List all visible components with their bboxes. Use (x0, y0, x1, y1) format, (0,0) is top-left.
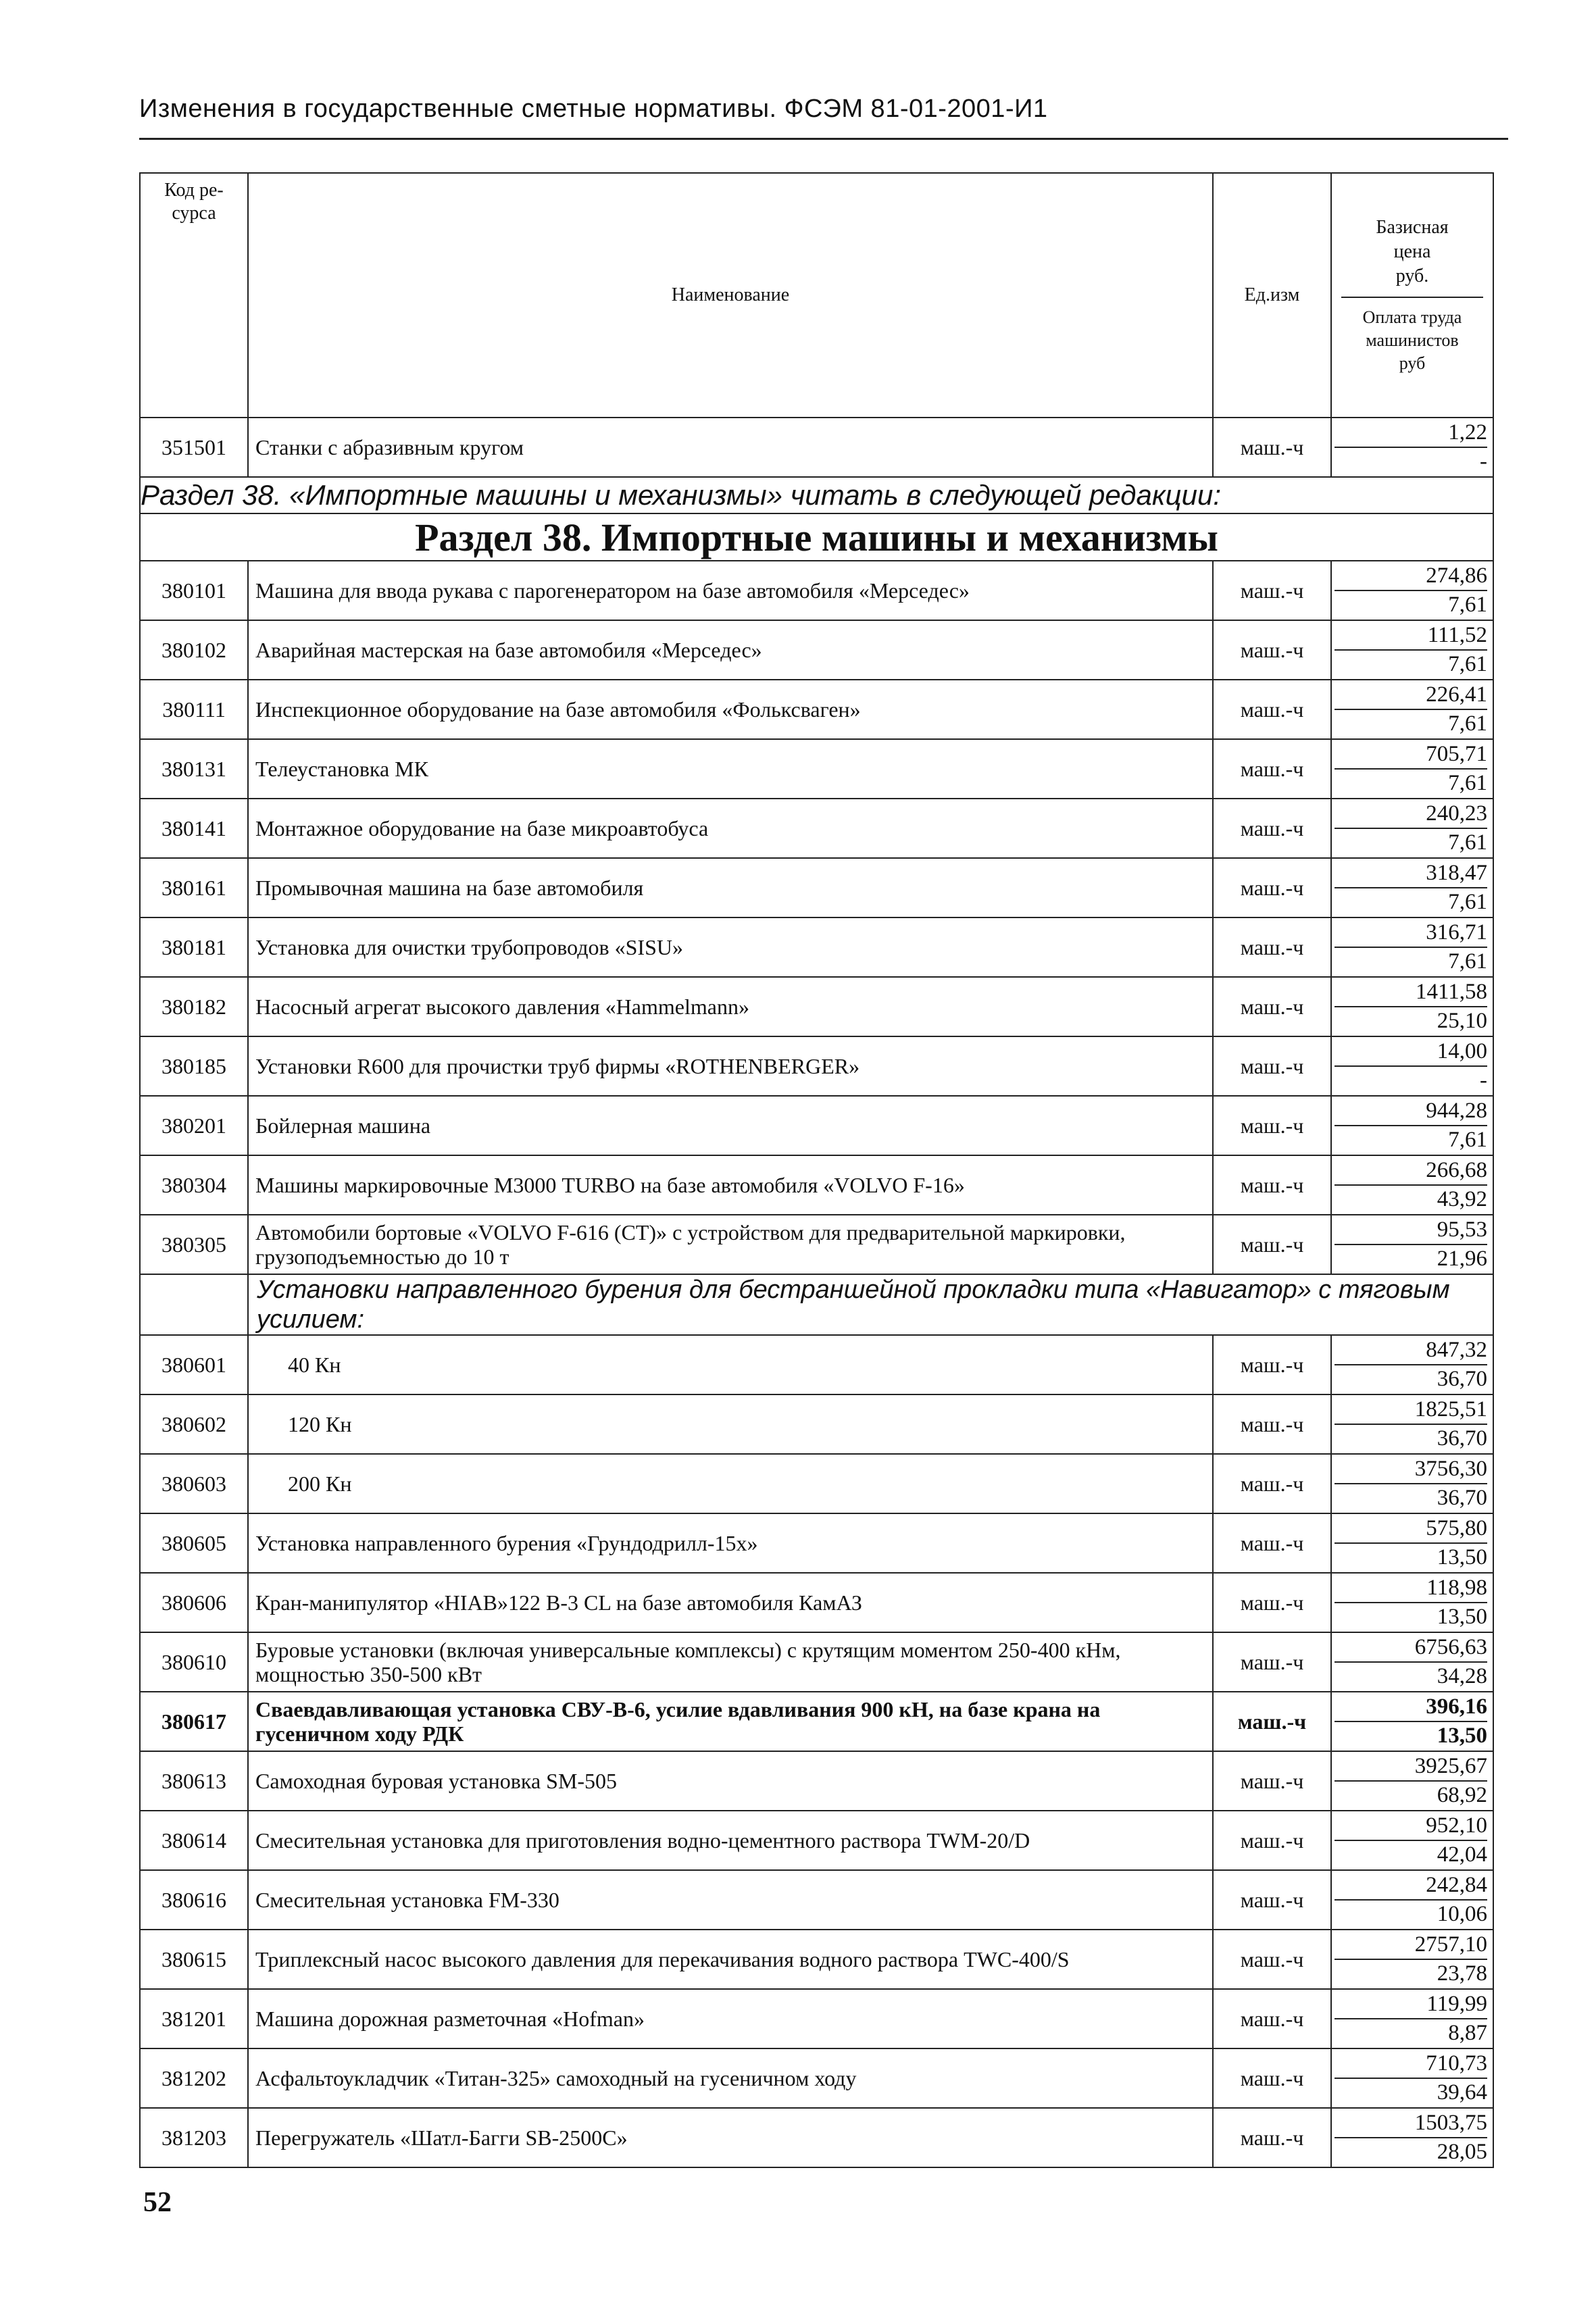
resource-unit: маш.-ч (1213, 917, 1331, 977)
resource-price-cell (1331, 1811, 1493, 1870)
resource-unit: маш.-ч (1213, 1811, 1331, 1870)
resource-name: Буровые установки (включая универсальные комплексы) с крутящим моментом 250-400 кНм, мощностью 350-500 кВт (248, 1632, 1213, 1692)
wage-price: 7,61 (1448, 652, 1487, 676)
resource-code: 380305 (140, 1215, 248, 1274)
resource-name: 40 Кн (248, 1335, 1213, 1394)
base-price: 575,80 (1335, 1515, 1487, 1544)
resource-unit: маш.-ч (1213, 1751, 1331, 1811)
table-row (140, 799, 1493, 858)
resource-name: Смесительная установка FM-330 (248, 1870, 1213, 1930)
resource-unit: маш.-ч (1213, 1394, 1331, 1454)
resource-price-cell (1331, 620, 1493, 680)
header-rule (139, 138, 1508, 140)
table-row (140, 1036, 1493, 1096)
table-row (140, 1632, 1493, 1692)
table-row (140, 1155, 1493, 1215)
resource-code: 380181 (140, 917, 248, 977)
resource-price-cell (1331, 2108, 1493, 2167)
resource-unit: маш.-ч (1213, 1036, 1331, 1096)
wage-price: 13,50 (1437, 1605, 1487, 1629)
base-price: 1503,75 (1335, 2109, 1487, 2138)
resource-name: Аварийная мастерская на базе автомобиля «Мерседес» (248, 620, 1213, 680)
table-row (140, 1096, 1493, 1155)
wage-price: 36,70 (1437, 1486, 1487, 1510)
table-row (140, 1692, 1493, 1751)
section-title: Раздел 38. Импортные машины и механизмы (140, 513, 1493, 561)
resource-code: 351501 (140, 418, 248, 477)
resource-unit: маш.-ч (1213, 680, 1331, 739)
resource-unit: маш.-ч (1213, 739, 1331, 799)
wage-price: 39,64 (1437, 2080, 1487, 2105)
resource-code: 380616 (140, 1870, 248, 1930)
resource-name: Самоходная буровая установка SM-505 (248, 1751, 1213, 1811)
resource-name: 120 Кн (248, 1394, 1213, 1454)
wage-price: 28,05 (1437, 2140, 1487, 2164)
resource-name: 200 Кн (248, 1454, 1213, 1513)
column-header-price-base: Базисная цена руб. (1341, 216, 1483, 298)
subheading-text: Установки направленного бурения для бестраншейной прокладки типа «Навигатор» с тяговым усилием: (248, 1274, 1493, 1335)
resource-name: Бойлерная машина (248, 1096, 1213, 1155)
wage-price: 7,61 (1448, 890, 1487, 914)
column-header-unit: Ед.изм (1213, 173, 1331, 418)
resource-name: Промывочная машина на базе автомобиля (248, 858, 1213, 917)
resource-price-cell (1331, 917, 1493, 977)
table-row (140, 418, 1493, 477)
resource-code: 380601 (140, 1335, 248, 1394)
wage-price: 7,61 (1448, 711, 1487, 736)
resource-table (139, 172, 1494, 2168)
base-price: 240,23 (1335, 800, 1487, 829)
resource-unit: маш.-ч (1213, 1454, 1331, 1513)
resource-price-cell (1331, 1394, 1493, 1454)
resource-code: 380603 (140, 1454, 248, 1513)
resource-unit: маш.-ч (1213, 2108, 1331, 2167)
section-note: Раздел 38. «Импортные машины и механизмы» читать в следующей редакции: (140, 477, 1493, 513)
resource-code: 380614 (140, 1811, 248, 1870)
base-price: 705,71 (1335, 740, 1487, 770)
resource-price-cell (1331, 1155, 1493, 1215)
resource-price-cell (1331, 561, 1493, 620)
resource-price-cell (1331, 2048, 1493, 2108)
table-row (140, 1394, 1493, 1454)
wage-price: 7,61 (1448, 771, 1487, 795)
table-row (140, 1215, 1493, 1274)
table-row (140, 680, 1493, 739)
base-price: 316,71 (1335, 919, 1487, 948)
wage-price: 43,92 (1437, 1187, 1487, 1211)
resource-code: 380182 (140, 977, 248, 1036)
resource-code: 380161 (140, 858, 248, 917)
resource-unit: маш.-ч (1213, 2048, 1331, 2108)
resource-name: Сваевдавливающая установка СВУ-В-6, усилие вдавливания 900 кН, на базе крана на гусеничном ходу РДК (248, 1692, 1213, 1751)
resource-name: Автомобили бортовые «VOLVO F-616 (CT)» с устройством для предварительной маркировки, грузоподъемностью до 10 т (248, 1215, 1213, 1274)
wage-price: 36,70 (1437, 1426, 1487, 1451)
resource-price-cell (1331, 1454, 1493, 1513)
wage-price: 25,10 (1437, 1009, 1487, 1033)
wage-price: 7,61 (1448, 1128, 1487, 1152)
resource-name: Машины маркировочные М3000 TURBO на базе автомобиля «VOLVO F-16» (248, 1155, 1213, 1215)
resource-name: Установка для очистки трубопроводов «SISU» (248, 917, 1213, 977)
table-row (140, 1454, 1493, 1513)
subheading-code-cell (140, 1274, 248, 1335)
base-price: 396,16 (1335, 1693, 1487, 1722)
base-price: 952,10 (1335, 1812, 1487, 1841)
table-row (140, 1335, 1493, 1394)
resource-code: 380102 (140, 620, 248, 680)
wage-price: 7,61 (1448, 593, 1487, 617)
resource-price-cell (1331, 1215, 1493, 1274)
resource-name: Установки R600 для прочистки труб фирмы «ROTHENBERGER» (248, 1036, 1213, 1096)
table-row (140, 2108, 1493, 2167)
resource-name: Асфальтоукладчик «Титан-325» самоходный на гусеничном ходу (248, 2048, 1213, 2108)
resource-unit: маш.-ч (1213, 418, 1331, 477)
wage-price: - (1480, 449, 1487, 474)
resource-price-cell (1331, 1989, 1493, 2048)
resource-code: 381201 (140, 1989, 248, 2048)
table-row (140, 739, 1493, 799)
resource-unit: маш.-ч (1213, 1989, 1331, 2048)
table-row (140, 1930, 1493, 1989)
table-row (140, 620, 1493, 680)
base-price: 710,73 (1335, 2050, 1487, 2079)
resource-name: Кран-манипулятор «HIAB»122 В-3 CL на базе автомобиля КамАЗ (248, 1573, 1213, 1632)
resource-code: 380141 (140, 799, 248, 858)
base-price: 3756,30 (1335, 1455, 1487, 1484)
resource-unit: маш.-ч (1213, 1692, 1331, 1751)
wage-price: 8,87 (1448, 2021, 1487, 2045)
base-price: 1411,58 (1335, 978, 1487, 1007)
resource-price-cell (1331, 799, 1493, 858)
resource-code: 380602 (140, 1394, 248, 1454)
resource-price-cell (1331, 1930, 1493, 1989)
resource-price-cell (1331, 1335, 1493, 1394)
wage-price: 7,61 (1448, 949, 1487, 974)
resource-unit: маш.-ч (1213, 1930, 1331, 1989)
table-row (140, 1751, 1493, 1811)
resource-code: 380185 (140, 1036, 248, 1096)
resource-unit: маш.-ч (1213, 1215, 1331, 1274)
resource-name: Станки с абразивным кругом (248, 418, 1213, 477)
resource-price-cell (1331, 1096, 1493, 1155)
resource-unit: маш.-ч (1213, 1335, 1331, 1394)
resource-code: 380610 (140, 1632, 248, 1692)
base-price: 6756,63 (1335, 1634, 1487, 1663)
base-price: 111,52 (1335, 622, 1487, 651)
wage-price: 68,92 (1437, 1783, 1487, 1807)
table-row (140, 1989, 1493, 2048)
resource-code: 381203 (140, 2108, 248, 2167)
table-row (140, 1811, 1493, 1870)
base-price: 3925,67 (1335, 1753, 1487, 1782)
resource-code: 380304 (140, 1155, 248, 1215)
resource-price-cell (1331, 418, 1493, 477)
wage-price: 42,04 (1437, 1842, 1487, 1867)
column-header-price (1331, 173, 1493, 418)
wage-price: - (1480, 1068, 1487, 1092)
resource-name: Триплексный насос высокого давления для перекачивания водного раствора TWC-400/S (248, 1930, 1213, 1989)
resource-code: 380101 (140, 561, 248, 620)
table-row (140, 1870, 1493, 1930)
base-price: 1,22 (1335, 419, 1487, 448)
base-price: 14,00 (1335, 1038, 1487, 1067)
table-row (140, 1573, 1493, 1632)
resource-price-cell (1331, 1573, 1493, 1632)
base-price: 226,41 (1335, 681, 1487, 710)
base-price: 118,98 (1335, 1574, 1487, 1603)
resource-price-cell (1331, 1870, 1493, 1930)
resource-name: Машина дорожная разметочная «Hofman» (248, 1989, 1213, 2048)
resource-unit: маш.-ч (1213, 1096, 1331, 1155)
base-price: 95,53 (1335, 1216, 1487, 1245)
resource-name: Насосный агрегат высокого давления «Hammelmann» (248, 977, 1213, 1036)
resource-code: 380617 (140, 1692, 248, 1751)
resource-price-cell (1331, 977, 1493, 1036)
resource-price-cell (1331, 1692, 1493, 1751)
table-header-row (140, 173, 1493, 418)
resource-name: Перегружатель «Шатл-Багги SB-2500C» (248, 2108, 1213, 2167)
resource-name: Монтажное оборудование на базе микроавтобуса (248, 799, 1213, 858)
column-header-price-wage: Оплата труда машинистов руб (1362, 307, 1462, 373)
resource-unit: маш.-ч (1213, 1155, 1331, 1215)
base-price: 266,68 (1335, 1157, 1487, 1186)
resource-code: 380201 (140, 1096, 248, 1155)
resource-unit: маш.-ч (1213, 1632, 1331, 1692)
table-row (140, 858, 1493, 917)
section-note-row (140, 477, 1493, 513)
base-price: 2757,10 (1335, 1931, 1487, 1960)
resource-price-cell (1331, 1513, 1493, 1573)
base-price: 1825,51 (1335, 1396, 1487, 1425)
base-price: 847,32 (1335, 1336, 1487, 1365)
resource-price-cell (1331, 858, 1493, 917)
resource-unit: маш.-ч (1213, 561, 1331, 620)
table-row (140, 2048, 1493, 2108)
table-row (140, 977, 1493, 1036)
wage-price: 13,50 (1437, 1724, 1487, 1748)
resource-code: 380606 (140, 1573, 248, 1632)
resource-name: Установка направленного бурения «Грундодрилл-15х» (248, 1513, 1213, 1573)
table-row (140, 1513, 1493, 1573)
resource-name: Машина для ввода рукава с парогенератором на базе автомобиля «Мерседес» (248, 561, 1213, 620)
resource-unit: маш.-ч (1213, 858, 1331, 917)
resource-unit: маш.-ч (1213, 620, 1331, 680)
wage-price: 13,50 (1437, 1545, 1487, 1569)
base-price: 318,47 (1335, 859, 1487, 888)
resource-name: Телеустановка МК (248, 739, 1213, 799)
column-header-code: Код ре- сурса (140, 173, 248, 418)
resource-price-cell (1331, 1036, 1493, 1096)
table-row (140, 917, 1493, 977)
wage-price: 36,70 (1437, 1367, 1487, 1391)
resource-code: 380605 (140, 1513, 248, 1573)
table-row (140, 561, 1493, 620)
wage-price: 23,78 (1437, 1961, 1487, 1986)
page-number: 52 (143, 2187, 172, 2218)
resource-price-cell (1331, 1751, 1493, 1811)
section-title-row (140, 513, 1493, 561)
wage-price: 21,96 (1437, 1247, 1487, 1271)
column-header-name: Наименование (248, 173, 1213, 418)
resource-code: 380615 (140, 1930, 248, 1989)
resource-name: Инспекционное оборудование на базе автомобиля «Фольксваген» (248, 680, 1213, 739)
resource-price-cell (1331, 680, 1493, 739)
resource-unit: маш.-ч (1213, 1573, 1331, 1632)
base-price: 274,86 (1335, 562, 1487, 591)
resource-unit: маш.-ч (1213, 977, 1331, 1036)
wage-price: 10,06 (1437, 1902, 1487, 1926)
base-price: 944,28 (1335, 1097, 1487, 1126)
resource-name: Смесительная установка для приготовления водно-цементного раствора TWM-20/D (248, 1811, 1213, 1870)
subheading-row (140, 1274, 1493, 1335)
resource-code: 380111 (140, 680, 248, 739)
resource-code: 381202 (140, 2048, 248, 2108)
base-price: 242,84 (1335, 1871, 1487, 1901)
resource-unit: маш.-ч (1213, 799, 1331, 858)
wage-price: 7,61 (1448, 830, 1487, 855)
resource-price-cell (1331, 739, 1493, 799)
resource-unit: маш.-ч (1213, 1513, 1331, 1573)
resource-code: 380613 (140, 1751, 248, 1811)
resource-unit: маш.-ч (1213, 1870, 1331, 1930)
base-price: 119,99 (1335, 1990, 1487, 2019)
resource-price-cell (1331, 1632, 1493, 1692)
wage-price: 34,28 (1437, 1664, 1487, 1688)
resource-code: 380131 (140, 739, 248, 799)
running-header: Изменения в государственные сметные нормативы. ФСЭМ 81-01-2001-И1 (139, 95, 1048, 123)
